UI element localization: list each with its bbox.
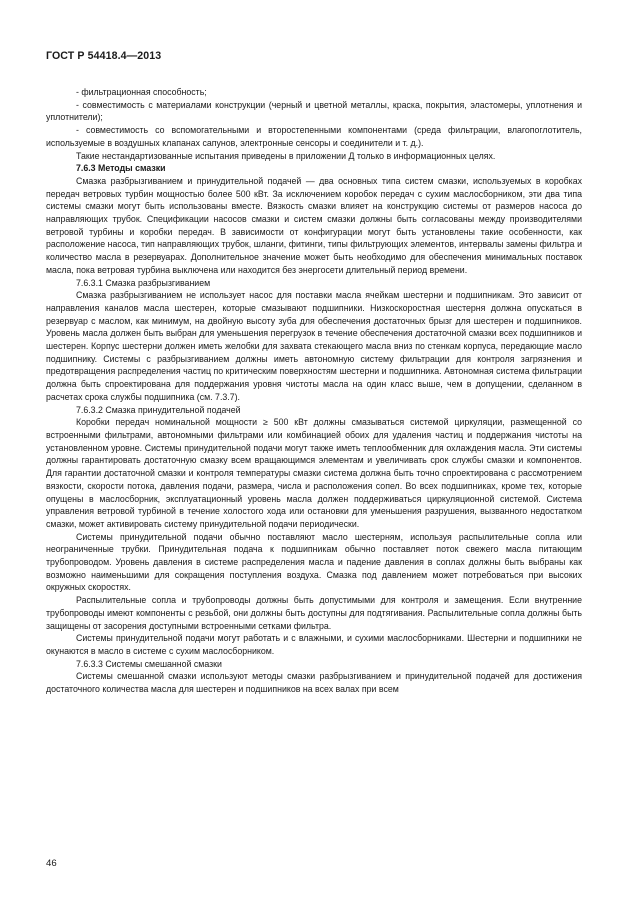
paragraph: - совместимость с материалами конструкции (черный и цветной металлы, краска, покрытия, эластомеры, уплотнения и уплотнители); [46,99,582,123]
paragraph: Такие нестандартизованные испытания приведены в приложении Д только в информационных целях. [76,150,496,161]
paragraph: Смазка разбрызгиванием не использует насос для поставки масла ячейкам шестерни и подшипникам. Это зависит от направления каналов масла шестерен, которые смазывают подшипники. Низкоскоростная шестерня должна опускаться в резервуар с маслом, как минимум, на двойную высоту зуба для обеспечения достаточных брызг для шестерен и подшипников. Уровень масла должен быть выбран для уменьшения перегрузок в течение обеспечения достаточной смазки всех подшипников и шестерен. Корпус шестерни должен иметь желобки для захвата стекающего масла вниз по стенкам корпуса, передающие масло подшипнику. Системы с разбрызгиванием должны иметь автономную систему фильтрации для контроля загрязнения и предотвращения распределения частиц по критическим поверхностям шестерни и подшипника. Автономная система фильтрации должна быть спроектирована для поддержания уровня чистоты масла на один класс выше, чем в допущении, сделанном в расчетах срока службы подшипника (см. 7.3.7). [46,290,582,402]
page-number: 46 [46,858,57,869]
paragraph: Распылительные сопла и трубопроводы должны быть допустимыми для контроля и замещения. Если внутренние трубопроводы имеют компоненты с резьбой, они должны быть доступны для подтягивания. Распылительные сопла должны быть защищены от засорения доступными встроенными сетками фильтра. [46,595,582,631]
paragraph: Смазка разбрызгиванием и принудительной подачей — два основных типа систем смазки, используемых в коробках передач ветровых турбин мощностью более 500 кВт. За исключением коробок передач с сухим маслосборником, эти два типа системы смазки могут быть использованы вместе. Вязкость смазки влияет на конструкцию системы от размеров насоса до направляющих трубок. Спецификации насосов смазки и систем смазки должны быть согласованы между производителями ветровой турбины и коробки передач. В зависимости от конфигурации могут быть установлены такие особенности, как расположение насоса, тип направляющих трубок, шланги, фитинги, типы фильтрующих элементов, интервалы замены фильтра и количество масла в резервуарах. Дополнительное значение может быть необходимо для обеспечения минимальных поставок масла, пока ветровая турбина выключена или находится без энергосети длительный период времени. [46,175,582,275]
paragraph: - фильтрационная способность; [76,87,207,97]
section-heading: 7.6.3 Методы смазки [76,163,166,174]
subsection-title: 7.6.3.3 Системы смешанной смазки [76,658,222,669]
standard-header: ГОСТ Р 54418.4—2013 [46,50,162,62]
subsection-title: 7.6.3.2 Смазка принудительной подачей [76,404,241,415]
paragraph: Коробки передач номинальной мощности ≥ 500 кВт должны смазываться системой циркуляции, размещенной со встроенными фильтрами, автономными фильтрами или комбинацией обоих для удаления частиц и поддержания чистоты на установленном уровне. Системы принудительной подачи могут также иметь теплообменник для охлаждения масла. Эти системы должны гарантировать достаточную смазку всем вращающимся элементам и увеличивать срок службы смазки и компонентов. Для гарантии достаточной смазки и контроля температуры смазки система должна быть точно спроектирована с рассмотрением вязкости, скорости потока, давления подачи, размера, числа и расположения сопел. Во всех подшипниках, кроме тех, которые опущены в маслосборник, эксплуатационный уровень масла должен поддерживаться циркуляционной системой. Система управления ветровой турбиной в течение холостого хода или остановки для уменьшения разрушения, вызванного недостатком смазки, может активировать систему принудительной подачи периодически. [46,417,582,529]
paragraph: Системы принудительной подачи обычно поставляют масло шестерням, используя распылительные сопла или неограниченные трубки. Принудительная подача к подшипникам обычно поставляет поток свежего масла питающим трубопроводом. Уровень давления в системе распределения масла и падение давления в соплах должны быть выбраны как возможно наименьшими для сокращения поступления воздуха. Смазка под давлением может потребоваться при высоких окружных скоростях. [46,531,582,593]
subsection-title: 7.6.3.1 Смазка разбрызгиванием [76,277,211,288]
paragraph: Системы смешанной смазки используют методы смазки разбрызгиванием и принудительной подачей для достижения достаточного количества масла для шестерен и подшипников на всех валах при всем [46,671,582,695]
paragraph: Системы принудительной подачи могут работать и с влажными, и сухими маслосборниками. Шестерни и подшипники не окунаются в масло в системе с сухим маслосборником. [46,633,582,656]
paragraph: - совместимость со вспомогательными и второстепенными компонентами (среда фильтрации, влагопоглотитель, используемые в воздушных клапанах сапунов, электронные сенсоры и соединители и т. д.). [46,125,582,148]
document-body [46,86,582,696]
